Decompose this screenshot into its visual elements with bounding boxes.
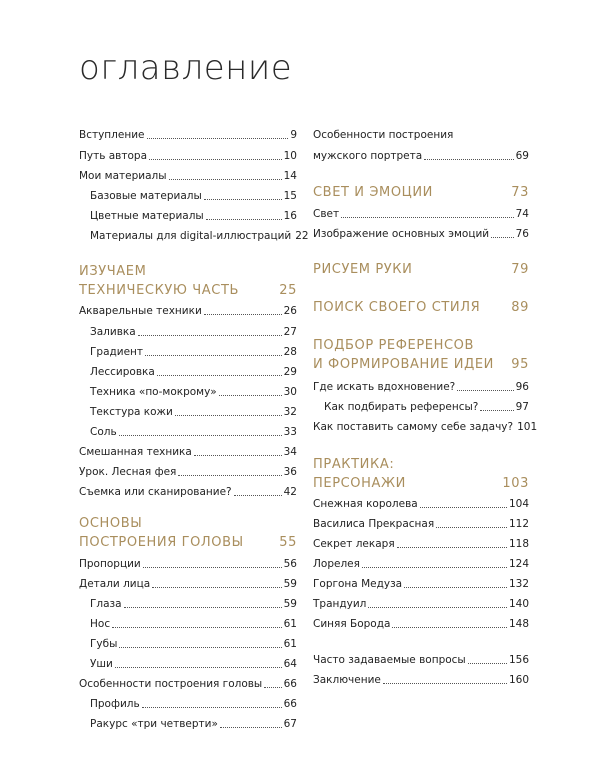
toc-subentry[interactable]: [79, 325, 297, 339]
toc-entry[interactable]: [313, 128, 529, 142]
entry-title: Как поставить самому себе задачу?: [313, 421, 514, 433]
section-page-number: 55: [279, 535, 297, 550]
dot-leader: [362, 567, 507, 568]
toc-entry[interactable]: [313, 673, 529, 687]
toc-entry[interactable]: [79, 557, 297, 571]
entry-title: Материалы для digital-иллюстраций: [90, 230, 292, 242]
entry-title: Ракурс «три четверти»: [90, 718, 218, 730]
toc-subentry[interactable]: [79, 597, 297, 611]
entry-page-number: 76: [515, 228, 529, 240]
entry-title: Соль: [90, 426, 117, 438]
entry-title: Детали лица: [79, 578, 151, 590]
toc-subentry[interactable]: [313, 400, 529, 414]
dot-leader: [124, 607, 282, 608]
toc-entry[interactable]: [79, 465, 297, 479]
entry-page-number: 15: [283, 190, 297, 202]
entry-title: Лессировка: [90, 366, 155, 378]
section-title-line: СВЕТ И ЭМОЦИИ: [313, 185, 434, 200]
dot-leader: [397, 547, 507, 548]
section-title-line: ПОСТРОЕНИЯ ГОЛОВЫ: [79, 535, 244, 550]
dot-leader: [392, 627, 507, 628]
toc-subentry[interactable]: [79, 229, 309, 243]
dot-leader: [220, 727, 282, 728]
dot-leader: [143, 567, 282, 568]
entry-page-number: 22: [295, 230, 309, 242]
dot-leader: [264, 687, 281, 688]
toc-section-heading: [313, 455, 529, 493]
dot-leader: [204, 199, 282, 200]
dot-leader: [175, 415, 282, 416]
entry-title: Мои материалы: [79, 170, 167, 182]
entry-title: Урок. Лесная фея: [79, 466, 177, 478]
toc-entry[interactable]: [313, 557, 529, 571]
entry-page-number: 9: [290, 129, 297, 141]
entry-title: Лорелея: [313, 558, 360, 570]
entry-title: Техника «по-мокрому»: [90, 386, 217, 398]
dot-leader: [147, 138, 289, 139]
entry-page-number: 61: [283, 638, 297, 650]
dot-leader: [404, 587, 507, 588]
toc-subentry[interactable]: [79, 637, 297, 651]
section-page-number: 95: [511, 357, 529, 372]
toc-entry[interactable]: [79, 149, 297, 163]
toc-right-column: [313, 0, 538, 776]
section-page-number: 103: [502, 476, 529, 491]
entry-page-number: 104: [508, 498, 529, 510]
toc-entry[interactable]: [313, 577, 529, 591]
toc-section-heading: [313, 183, 529, 202]
entry-page-number: 29: [283, 366, 297, 378]
dot-leader: [112, 627, 282, 628]
dot-leader: [457, 390, 513, 391]
toc-section-heading: [313, 298, 529, 317]
section-title-line: ПОДБОР РЕФЕРЕНСОВ: [313, 338, 475, 353]
dot-leader: [234, 495, 282, 496]
toc-entry[interactable]: [313, 537, 529, 551]
entry-title: Горгона Медуза: [313, 578, 403, 590]
entry-page-number: 124: [508, 558, 529, 570]
toc-subentry[interactable]: [79, 617, 297, 631]
toc-entry[interactable]: [79, 169, 297, 183]
toc-subentry[interactable]: [79, 425, 297, 439]
section-page-number: 25: [279, 283, 297, 298]
entry-page-number: 69: [515, 150, 529, 162]
entry-title: Особенности построения: [313, 129, 454, 141]
entry-title: Акварельные техники: [79, 305, 202, 317]
toc-entry[interactable]: [313, 617, 529, 631]
toc-entry[interactable]: [313, 653, 529, 667]
entry-page-number: 32: [283, 406, 297, 418]
entry-page-number: 28: [283, 346, 297, 358]
toc-entry[interactable]: [313, 380, 529, 394]
toc-subentry[interactable]: [79, 345, 297, 359]
entry-page-number: 160: [508, 674, 529, 686]
dot-leader: [341, 217, 514, 218]
section-title-line: И ФОРМИРОВАНИЕ ИДЕИ: [313, 357, 495, 372]
entry-title: Секрет лекаря: [313, 538, 395, 550]
entry-title: Заливка: [90, 326, 136, 338]
toc-entry[interactable]: [313, 597, 529, 611]
section-title-line: ТЕХНИЧЕСКУЮ ЧАСТЬ: [79, 283, 240, 298]
entry-page-number: 30: [283, 386, 297, 398]
toc-entry[interactable]: [313, 420, 538, 434]
entry-title: Пропорции: [79, 558, 141, 570]
toc-section-heading: [313, 260, 529, 279]
entry-page-number: 27: [283, 326, 297, 338]
entry-page-number: 156: [508, 654, 529, 666]
entry-title: Изображение основных эмоций: [313, 228, 490, 240]
dot-leader: [436, 527, 507, 528]
dot-leader: [424, 159, 513, 160]
toc-subentry[interactable]: [79, 405, 297, 419]
entry-page-number: 14: [283, 170, 297, 182]
entry-title: Свет: [313, 208, 340, 220]
toc-entry[interactable]: [313, 497, 529, 511]
page-title: оглавление: [79, 48, 293, 88]
entry-title: Трандуил: [313, 598, 367, 610]
dot-leader: [194, 455, 282, 456]
dot-leader: [157, 375, 282, 376]
dot-leader: [145, 355, 282, 356]
dot-leader: [468, 663, 507, 664]
toc-section-heading: [313, 336, 529, 374]
entry-title: Цветные материалы: [90, 210, 204, 222]
entry-page-number: 26: [283, 305, 297, 317]
toc-entry[interactable]: [79, 577, 297, 591]
section-title-line: ИЗУЧАЕМ: [79, 264, 147, 279]
entry-title: Синяя Борода: [313, 618, 391, 630]
dot-leader: [169, 179, 282, 180]
toc-entry[interactable]: [79, 304, 297, 318]
dot-leader: [420, 507, 507, 508]
dot-leader: [178, 475, 281, 476]
toc-section-heading: [79, 262, 297, 300]
toc-entry[interactable]: [79, 677, 297, 691]
entry-page-number: 59: [283, 578, 297, 590]
section-title-line: РИСУЕМ РУКИ: [313, 262, 413, 277]
entry-page-number: 10: [283, 150, 297, 162]
section-page-number: 73: [511, 185, 529, 200]
entry-page-number: 66: [283, 698, 297, 710]
section-title-line: ПЕРСОНАЖИ: [313, 476, 406, 491]
toc-entry[interactable]: [79, 445, 297, 459]
dot-leader: [149, 159, 282, 160]
entry-title: мужского портрета: [313, 150, 423, 162]
entry-title: Где искать вдохновение?: [313, 381, 456, 393]
dot-leader: [142, 707, 282, 708]
section-page-number: 89: [511, 300, 529, 315]
entry-page-number: 16: [283, 210, 297, 222]
entry-page-number: 118: [508, 538, 529, 550]
dot-leader: [138, 335, 282, 336]
entry-page-number: 36: [283, 466, 297, 478]
entry-title: Смешанная техника: [79, 446, 192, 458]
entry-title: Василиса Прекрасная: [313, 518, 435, 530]
toc-section-heading: [79, 514, 297, 552]
dot-leader: [206, 219, 282, 220]
section-page-number: 79: [511, 262, 529, 277]
section-title-line: ПОИСК СВОЕГО СТИЛЯ: [313, 300, 481, 315]
entry-page-number: 101: [517, 421, 538, 433]
entry-title: Профиль: [90, 698, 140, 710]
entry-page-number: 64: [283, 658, 297, 670]
entry-title: Уши: [90, 658, 113, 670]
dot-leader: [491, 237, 513, 238]
toc-subentry[interactable]: [79, 365, 297, 379]
entry-title: Нос: [90, 618, 111, 630]
entry-page-number: 61: [283, 618, 297, 630]
toc-entry[interactable]: [79, 128, 297, 142]
entry-page-number: 148: [508, 618, 529, 630]
dot-leader: [383, 683, 507, 684]
entry-page-number: 140: [508, 598, 529, 610]
entry-title: Особенности построения головы: [79, 678, 263, 690]
dot-leader: [115, 667, 282, 668]
entry-title: Как подбирать референсы?: [324, 401, 479, 413]
entry-title: Вступление: [79, 129, 145, 141]
entry-page-number: 132: [508, 578, 529, 590]
entry-page-number: 74: [515, 208, 529, 220]
entry-page-number: 67: [283, 718, 297, 730]
toc-entry[interactable]: [313, 207, 529, 221]
entry-title: Градиент: [90, 346, 144, 358]
toc-entry[interactable]: [313, 149, 529, 163]
dot-leader: [119, 647, 281, 648]
section-title-line: ОСНОВЫ: [79, 516, 143, 531]
entry-page-number: 34: [283, 446, 297, 458]
entry-page-number: 59: [283, 598, 297, 610]
toc-entry[interactable]: [313, 517, 529, 531]
toc-subentry[interactable]: [79, 385, 297, 399]
entry-page-number: 66: [283, 678, 297, 690]
entry-title: Глаза: [90, 598, 122, 610]
entry-title: Заключение: [313, 674, 381, 686]
toc-subentry[interactable]: [79, 189, 297, 203]
entry-title: Съемка или сканирование?: [79, 486, 232, 498]
entry-page-number: 112: [508, 518, 529, 530]
entry-page-number: 96: [515, 381, 529, 393]
toc-entry[interactable]: [79, 485, 297, 499]
entry-page-number: 97: [515, 401, 529, 413]
dot-leader: [152, 587, 281, 588]
entry-title: Текстура кожи: [90, 406, 173, 418]
toc-subentry[interactable]: [79, 697, 297, 711]
entry-page-number: 56: [283, 558, 297, 570]
dot-leader: [119, 435, 282, 436]
dot-leader: [480, 410, 513, 411]
entry-page-number: 33: [283, 426, 297, 438]
toc-subentry[interactable]: [79, 717, 297, 731]
toc-entry[interactable]: [313, 227, 529, 241]
section-title-line: ПРАКТИКА:: [313, 457, 395, 472]
toc-left-column: [79, 0, 309, 776]
dot-leader: [368, 607, 507, 608]
entry-title: Губы: [90, 638, 118, 650]
toc-subentry[interactable]: [79, 657, 297, 671]
dot-leader: [204, 314, 282, 315]
entry-title: Часто задаваемые вопросы: [313, 654, 466, 666]
entry-title: Путь автора: [79, 150, 148, 162]
entry-title: Базовые материалы: [90, 190, 202, 202]
entry-title: Снежная королева: [313, 498, 418, 510]
toc-subentry[interactable]: [79, 209, 297, 223]
dot-leader: [219, 395, 282, 396]
entry-page-number: 42: [283, 486, 297, 498]
